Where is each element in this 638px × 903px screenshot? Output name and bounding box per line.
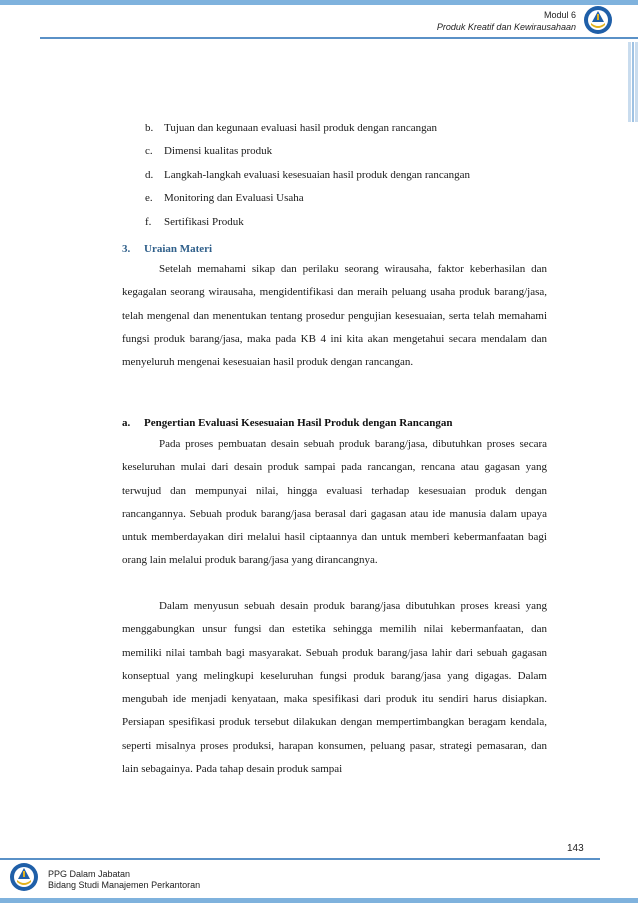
footer-rule <box>0 858 600 860</box>
header-top-bar <box>0 0 638 5</box>
footer-field: Bidang Studi Manajemen Perkantoran <box>48 880 201 890</box>
tut-wuri-handayani-logo-icon <box>9 862 39 892</box>
section-paragraph: Setelah memahami sikap dan perilaku seorang wirausaha, faktor keberhasilan dan kegagalan seorang wirausaha, mengidentifikasi dan meraih peluang usaha produk barang/jasa, telah mengenal dan menentukan tentang prosedur pengujian kesesuaian, serta telah memahami fungsi produk barang/jasa, maka pada KB 4 ini kita akan mengetahui secara mendalam dan menyeluruh mengenai kesesuaian hasil produk dengan rancangan. <box>122 263 547 369</box>
list-item-text: Dimensi kualitas produk <box>164 145 273 158</box>
section-heading <box>122 243 212 255</box>
subsection-heading <box>122 417 452 429</box>
subsection-title: Pengertian Evaluasi Kesesuaian Hasil Produk dengan Rancangan <box>144 417 453 429</box>
running-footer <box>48 869 200 891</box>
module-label: Modul 6 <box>543 10 576 20</box>
section-number: 3. <box>122 243 131 255</box>
running-header <box>437 9 576 33</box>
list-marker: e. <box>145 192 153 205</box>
list-item <box>145 164 470 187</box>
list-marker: b. <box>145 122 154 134</box>
list-marker: c. <box>145 145 153 158</box>
list-item <box>145 117 470 140</box>
tut-wuri-handayani-logo-icon <box>583 5 613 35</box>
subsection-paragraph-2: Dalam menyusun sebuah desain produk barang/jasa dibutuhkan proses kreasi yang menggabungkan unsur fungsi dan estetika sehingga memilih nilai kebermanfaatan, dan memiliki nilai tambah bagi masyarakat. Sebuah produk barang/jasa lahir dari sebuah gagasan konseptual yang melingkupi keseluruhan fungsi produk barang/jasa yang digagas. Dalam mengubah ide menjadi kenyataan, maka spesifikasi dari produk itu sendiri harus disiapkan. Persiapan spesifikasi produk tersebut dilakukan dengan mempertimbangkan beragam kendala, seperti misalnya proses produksi, harapan konsumen, peluang pasar, strategi pemasaran, dan lain sebagainya. Pada tahap desain produk sampai <box>122 600 547 776</box>
page-number: 143 <box>567 843 584 854</box>
topic-list <box>145 117 470 234</box>
list-item <box>145 187 470 210</box>
module-subtitle: Produk Kreatif dan Kewirausahaan <box>436 22 576 32</box>
subsection-number: a. <box>122 417 131 429</box>
list-item <box>145 211 470 234</box>
list-marker: f. <box>145 215 152 228</box>
footer-program: PPG Dalam Jabatan <box>48 869 131 879</box>
list-item-text: Sertifikasi Produk <box>164 215 244 228</box>
list-item <box>145 140 470 163</box>
section-title: Uraian Materi <box>144 243 213 255</box>
list-marker: d. <box>145 168 154 181</box>
footer-bottom-bar <box>0 898 638 903</box>
list-item-text: Monitoring dan Evaluasi Usaha <box>164 192 304 205</box>
header-rule <box>40 37 638 39</box>
subsection-paragraph-1: Pada proses pembuatan desain sebuah produk barang/jasa, dibutuhkan proses secara keseluruhan mulai dari desain produk sampai pada rancangan, rencana atau gagasan yang terwujud dan mempunyai nilai, hingga evaluasi terhadap kesesuaian produk dengan rancangannya. Sebuah produk barang/jasa berasal dari gagasan atau ide manusia dalam upaya untuk memberdayakan diri melalui hasil ciptaannya dan untuk memberi kebermanfaatan bagi orang lain melalui produk barang/jasa yang dirancangnya. <box>122 438 547 567</box>
list-item-text: Tujuan dan kegunaan evaluasi hasil produk dengan rancangan <box>164 122 437 134</box>
decorative-stripes <box>628 42 638 122</box>
list-item-text: Langkah-langkah evaluasi kesesuaian hasil produk dengan rancangan <box>164 168 471 181</box>
